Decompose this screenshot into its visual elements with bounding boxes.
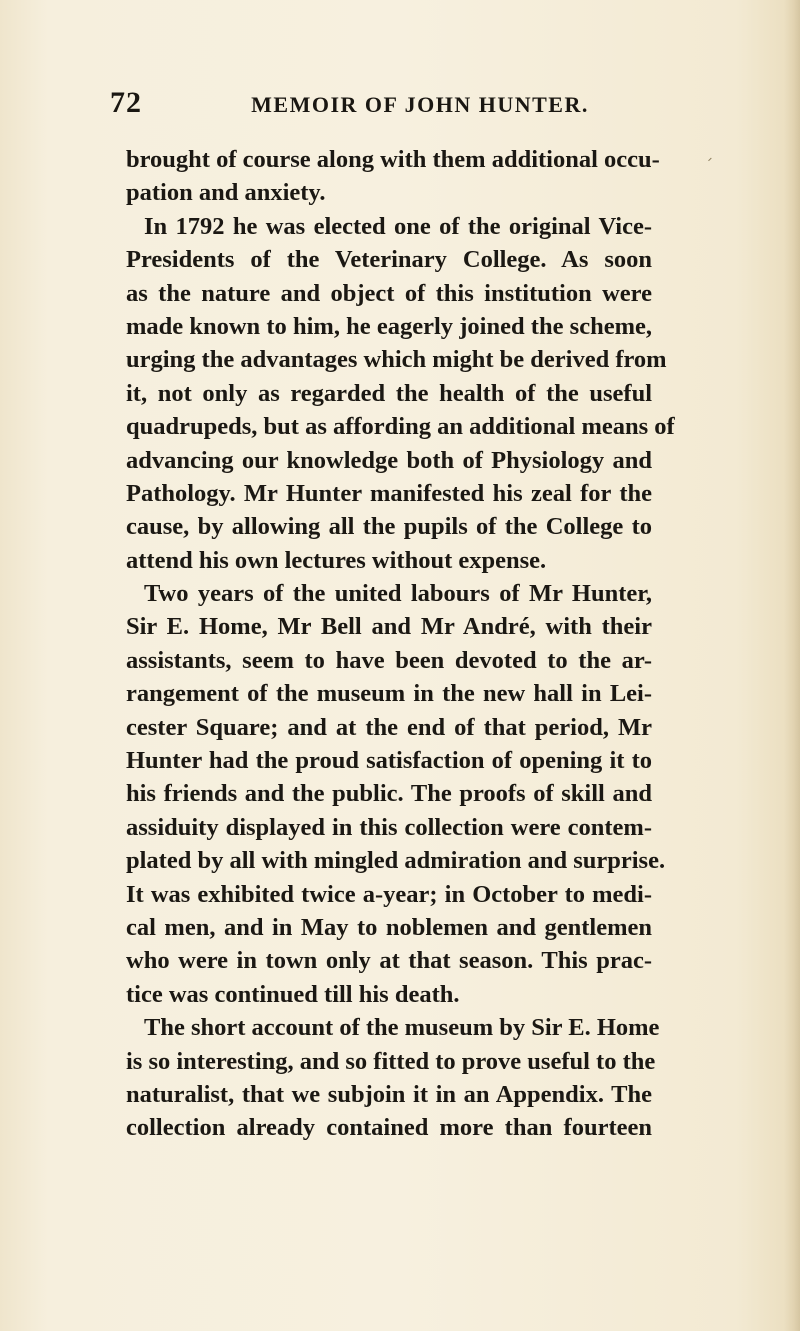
text-line: attend his own lectures without expense. (126, 546, 547, 574)
text-line: cester Square; and at the end of that period, Mr (126, 713, 652, 741)
body-text (126, 143, 675, 1145)
text-line: brought of course along with them additional occu- (126, 146, 660, 173)
text-line: it, not only as regarded the health of the useful (126, 379, 652, 407)
running-head: MEMOIR OF JOHN HUNTER. (251, 92, 589, 117)
text-line: plated by all with mingled admiration and surprise. (126, 847, 666, 875)
text-line: assiduity displayed in this collection were contem- (126, 813, 652, 841)
text-line: Pathology. Mr Hunter manifested his zeal for the (126, 479, 652, 507)
text-line: cause, by allowing all the pupils of the College to (126, 513, 652, 541)
text-line: is so interesting, and so fitted to prove useful to the (126, 1047, 656, 1075)
text-line: tice was continued till his death. (126, 980, 460, 1008)
text-line: In 1792 he was elected one of the original Vice- (144, 212, 652, 240)
text-line: Sir E. Home, Mr Bell and Mr André, with their (126, 613, 652, 641)
text-line: as the nature and object of this institution were (126, 279, 652, 307)
text-line: Two years of the united labours of Mr Hunter, (144, 580, 652, 608)
text-line: It was exhibited twice a-year; in October to medi- (126, 880, 652, 908)
text-line: cal men, and in May to noblemen and gentlemen (126, 913, 652, 941)
page-header (110, 86, 670, 126)
text-line: his friends and the public. The proofs of skill and (126, 780, 652, 808)
text-line: pation and anxiety. (126, 179, 326, 207)
text-line: naturalist, that we subjoin it in an Appendix. The (126, 1080, 652, 1108)
page-edge-shadow (784, 0, 800, 1331)
text-line: Hunter had the proud satisfaction of opening it to (126, 747, 652, 775)
text-line: assistants, seem to have been devoted to the ar- (126, 646, 652, 674)
text-line: The short account of the museum by Sir E. Home (144, 1014, 660, 1042)
print-mark (705, 155, 711, 161)
text-line: who were in town only at that season. This prac- (126, 947, 652, 975)
text-line: Presidents of the Veterinary College. As soon (126, 246, 652, 274)
text-line: collection already contained more than fourteen (126, 1114, 652, 1142)
page-number: 72 (110, 86, 142, 119)
text-line: advancing our knowledge both of Physiology and (126, 446, 652, 474)
text-line: made known to him, he eagerly joined the scheme, (126, 312, 652, 340)
text-line: rangement of the museum in the new hall in Lei- (126, 680, 652, 708)
text-line: urging the advantages which might be derived from (126, 346, 667, 374)
text-line: quadrupeds, but as affording an additional means of (126, 413, 675, 441)
